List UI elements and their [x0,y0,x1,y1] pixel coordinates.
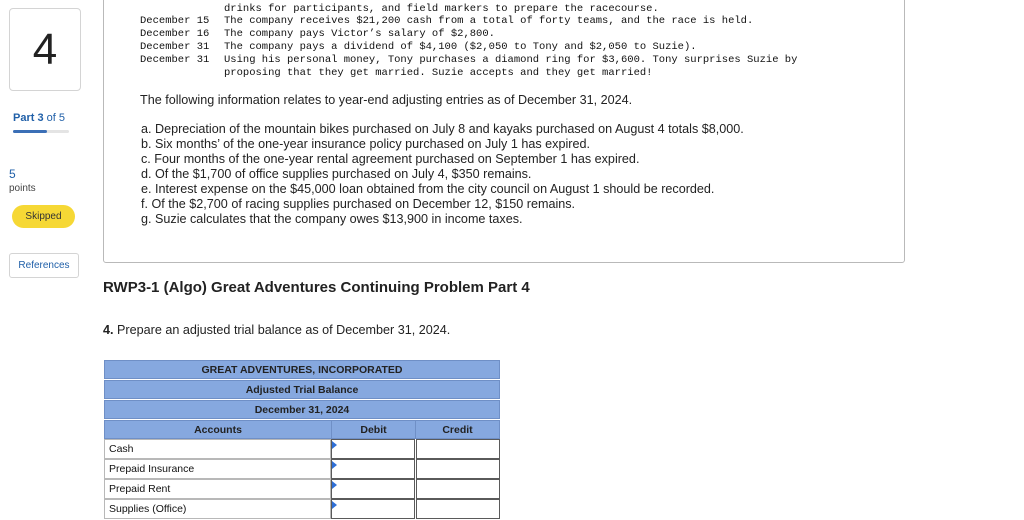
event-text: The company pays Victor’s salary of $2,800. [224,28,495,40]
table-statement-name: Adjusted Trial Balance [104,380,500,399]
table-date: December 31, 2024 [104,400,500,419]
input-marker-icon [332,501,337,509]
input-marker-icon [332,441,337,449]
input-marker-icon [332,481,337,489]
credit-input[interactable] [416,459,500,479]
part-current: 3 [37,112,44,124]
adjustment-item: b. Six months’ of the one-year insurance policy purchased on July 1 has expired. [141,137,590,151]
column-header-accounts: Accounts [104,420,332,439]
part-indicator [13,112,65,124]
account-cell: Prepaid Insurance [104,459,331,479]
part-of: of 5 [46,112,66,124]
references-button[interactable]: References [9,253,79,278]
table-company-name: GREAT ADVENTURES, INCORPORATED [104,360,500,379]
part-progress-fill [13,130,47,133]
adjustments-intro: The following information relates to year-end adjusting entries as of December 31, 2024. [140,93,633,107]
part-progress-bar [13,130,69,133]
points-value: 5 [9,167,16,181]
credit-input[interactable] [416,499,500,519]
question-number-box [9,8,81,91]
skipped-status-badge[interactable]: Skipped [12,205,75,228]
account-cell: Supplies (Office) [104,499,331,519]
account-cell: Cash [104,439,331,459]
debit-input[interactable] [331,479,415,499]
debit-input[interactable] [331,439,415,459]
event-text-continuation: proposing that they get married. Suzie accepts and they get married! [224,67,653,79]
input-marker-icon [332,461,337,469]
column-header-debit: Debit [331,420,416,439]
event-text: The company receives $21,200 cash from a total of forty teams, and the race is held. [224,15,754,27]
event-text: Using his personal money, Tony purchases a diamond ring for $3,600. Tony surprises Suzie by [224,54,798,66]
event-date: December 16 [140,28,210,40]
adjustment-item: d. Of the $1,700 of office supplies purchased on July 4, $350 remains. [141,167,532,181]
account-cell: Prepaid Rent [104,479,331,499]
credit-input[interactable] [416,479,500,499]
adjusted-trial-balance-table [104,360,500,520]
event-date: December 15 [140,15,210,27]
points-label: points [9,183,36,194]
adjustment-item: f. Of the $2,700 of racing supplies purchased on December 12, $150 remains. [141,197,576,211]
column-header-credit: Credit [415,420,500,439]
instruction-text: Prepare an adjusted trial balance as of December 31, 2024. [117,323,451,337]
question-number: 4 [32,24,58,74]
instruction-number: 4. [103,323,114,337]
credit-input[interactable] [416,439,500,459]
adjustment-item: e. Interest expense on the $45,000 loan obtained from the city council on August 1 should be recorded. [141,182,715,196]
event-text: The company pays a dividend of $4,100 ($2,050 to Tony and $2,050 to Suzie). [224,41,697,53]
part-label: Part [13,112,35,124]
adjustment-item: c. Four months of the one-year rental agreement purchased on September 1 has expired. [141,152,640,166]
instruction [103,323,450,337]
debit-input[interactable] [331,459,415,479]
event-date: December 31 [140,54,210,66]
debit-input[interactable] [331,499,415,519]
event-partial-line: drinks for participants, and field markers to prepare the racecourse. [224,3,659,15]
problem-title: RWP3-1 (Algo) Great Adventures Continuing Problem Part 4 [103,279,530,296]
adjustment-item: g. Suzie calculates that the company owes $13,900 in income taxes. [141,212,523,226]
adjustment-item: a. Depreciation of the mountain bikes purchased on July 8 and kayaks purchased on August 4 totals $8,000. [141,122,744,136]
event-date: December 31 [140,41,210,53]
